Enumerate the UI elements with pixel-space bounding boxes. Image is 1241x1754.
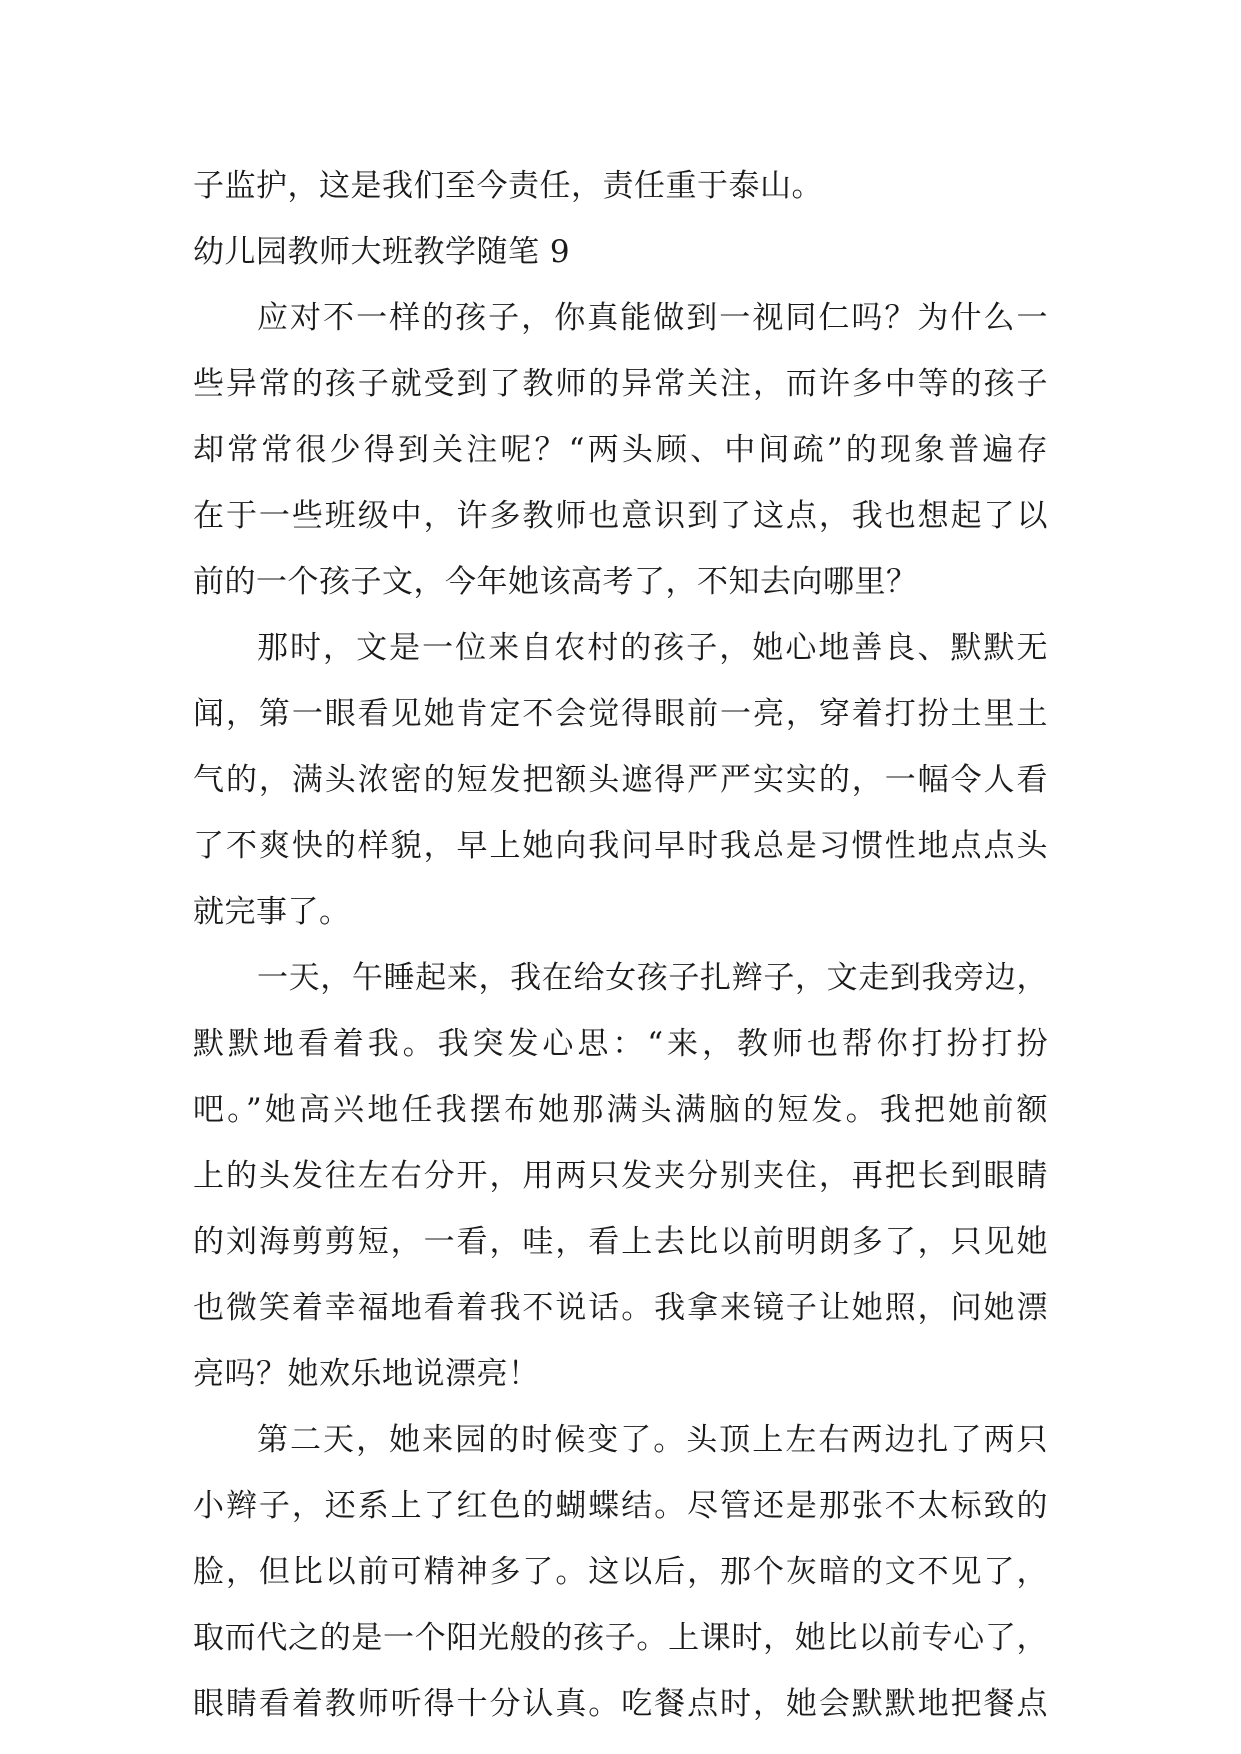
- paragraph-line: 脸，但比以前可精神多了。这以后，那个灰暗的文不见了，: [193, 1554, 1048, 1590]
- paragraph-line: 就完事了。: [193, 894, 351, 930]
- paragraph-line: 在于一些班级中，许多教师也意识到了这点，我也想起了以: [193, 498, 1048, 534]
- paragraph-line: 却常常很少得到关注呢？“两头顾、中间疏”的现象普遍存: [193, 432, 1048, 468]
- paragraph-line: 上的头发往左右分开，用两只发夹分别夹住，再把长到眼睛: [193, 1158, 1048, 1194]
- paragraph-line: 小辫子，还系上了红色的蝴蝶结。尽管还是那张不太标致的: [193, 1488, 1048, 1524]
- paragraph-line: 的刘海剪剪短，一看，哇，看上去比以前明朗多了，只见她: [193, 1224, 1048, 1260]
- paragraph-line: 前的一个孩子文，今年她该高考了，不知去向哪里？: [193, 564, 918, 600]
- paragraph-line: 闻，第一眼看见她肯定不会觉得眼前一亮，穿着打扮土里土: [193, 696, 1048, 732]
- text-line: 子监护，这是我们至今责任，责任重于泰山。: [193, 168, 823, 204]
- paragraph-line: 吧。”她高兴地任我摆布她那满头满脑的短发。我把她前额: [193, 1092, 1048, 1128]
- paragraph-line: 也微笑着幸福地看着我不说话。我拿来镜子让她照，问她漂: [193, 1290, 1048, 1326]
- paragraph-line: 眼睛看着教师听得十分认真。吃餐点时，她会默默地把餐点: [193, 1686, 1048, 1722]
- section-heading: 幼儿园教师大班教学随笔 9: [193, 234, 571, 270]
- paragraph-line: 第二天，她来园的时候变了。头顶上左右两边扎了两只: [257, 1422, 1048, 1458]
- paragraph-line: 应对不一样的孩子，你真能做到一视同仁吗？为什么一: [257, 300, 1048, 336]
- paragraph-line: 气的，满头浓密的短发把额头遮得严严实实的，一幅令人看: [193, 762, 1048, 798]
- paragraph-line: 些异常的孩子就受到了教师的异常关注，而许多中等的孩子: [193, 366, 1048, 402]
- paragraph-line: 默默地看着我。我突发心思：“来，教师也帮你打扮打扮: [193, 1026, 1048, 1062]
- paragraph-line: 那时，文是一位来自农村的孩子，她心地善良、默默无: [257, 630, 1048, 666]
- paragraph-line: 了不爽快的样貌，早上她向我问早时我总是习惯性地点点头: [193, 828, 1048, 864]
- paragraph-line: 一天，午睡起来，我在给女孩子扎辫子，文走到我旁边，: [257, 960, 1048, 996]
- paragraph-line: 亮吗？她欢乐地说漂亮！: [193, 1356, 540, 1392]
- paragraph-line: 取而代之的是一个阳光般的孩子。上课时，她比以前专心了，: [193, 1620, 1048, 1656]
